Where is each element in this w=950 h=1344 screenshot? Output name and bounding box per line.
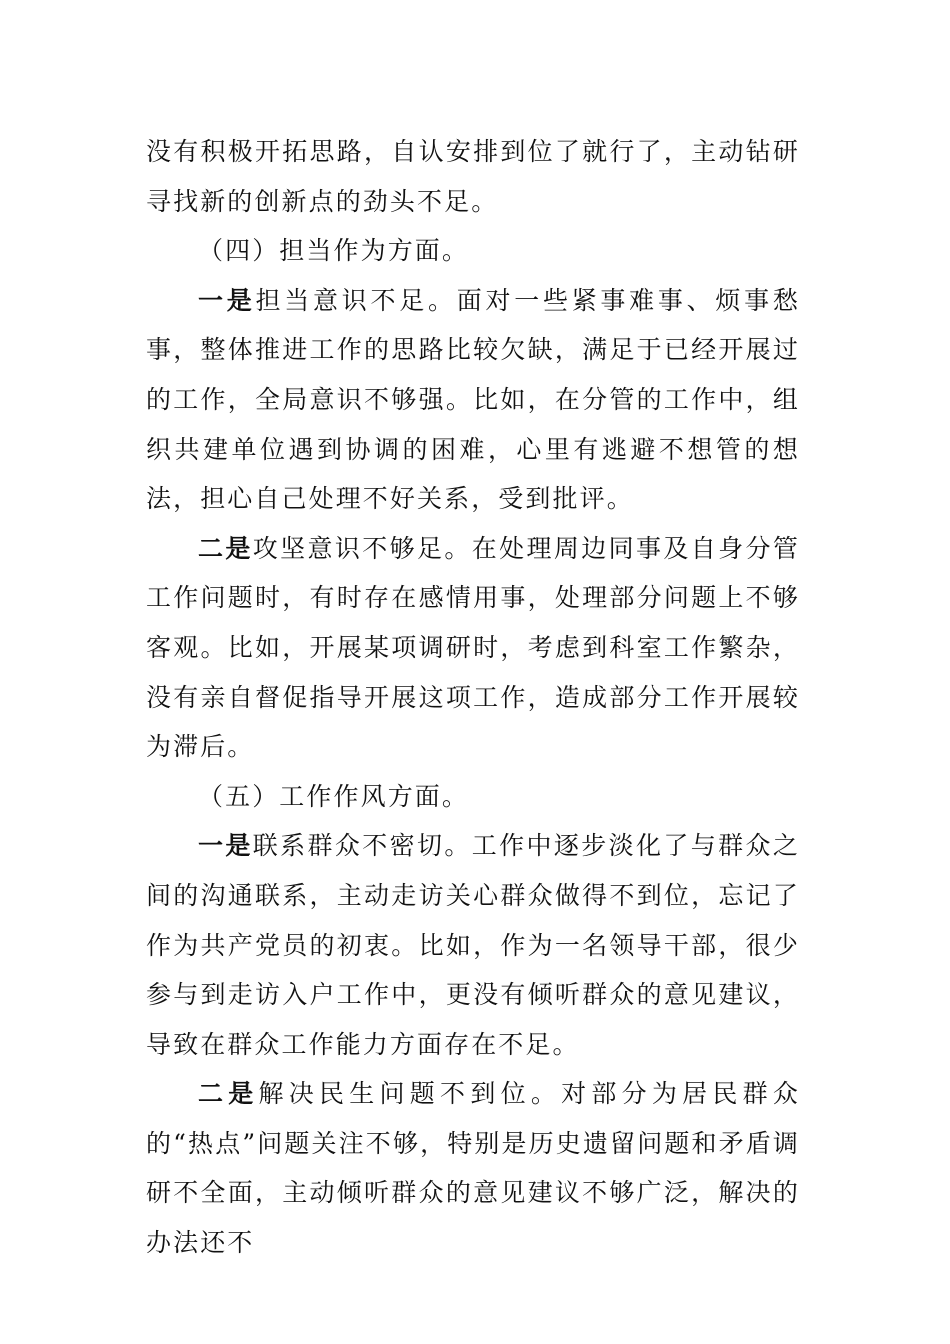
paragraph-continuation	[146, 127, 800, 226]
section-heading-5	[146, 772, 800, 822]
paragraph-text: 联系群众不密切。工作中逐步淡化了与群众之间的沟通联系，主动走访关心群众做得不到位，忘记了作为共产党员的初衷。比如，作为一名领导干部，很少参与到走访入户工作中，更没有倾听群众的意见建议，导致在群众工作能力方面存在不足。	[146, 831, 800, 1059]
section-heading-4	[146, 226, 800, 276]
paragraph-lead: 一是	[198, 831, 253, 861]
heading-text: （五）工作作风方面。	[198, 781, 470, 811]
paragraph-point-1	[146, 276, 800, 524]
paragraph-point-2	[146, 524, 800, 772]
paragraph-text: 攻坚意识不够足。在处理周边同事及自身分管工作问题时，有时存在感情用事，处理部分问题上不够客观。比如，开展某项调研时，考虑到科室工作繁杂，没有亲自督促指导开展这项工作，造成部分工作开展较为滞后。	[146, 533, 800, 762]
paragraph-text: 没有积极开拓思路，自认安排到位了就行了，主动钻研寻找新的创新点的劲头不足。	[146, 137, 800, 216]
paragraph-text: 担当意识不足。面对一些紧事难事、烦事愁事，整体推进工作的思路比较欠缺，满足于已经开展过的工作，全局意识不够强。比如，在分管的工作中，组织共建单位遇到协调的困难，心里有逃避不想管的想法，担心自己处理不好关系，受到批评。	[146, 285, 801, 514]
paragraph-point-3	[146, 821, 800, 1069]
paragraph-lead: 一是	[198, 285, 256, 315]
paragraph-lead: 二是	[198, 1079, 259, 1109]
paragraph-lead: 二是	[198, 533, 253, 563]
paragraph-point-4	[146, 1069, 800, 1267]
paragraph-text: 解决民生问题不到位。对部分为居民群众的“热点”问题关注不够，特别是历史遗留问题和矛盾调研不全面，主动倾听群众的意见建议不够广泛，解决的办法还不	[146, 1079, 800, 1258]
heading-text: （四）担当作为方面。	[198, 236, 470, 266]
document-body	[146, 127, 800, 1268]
